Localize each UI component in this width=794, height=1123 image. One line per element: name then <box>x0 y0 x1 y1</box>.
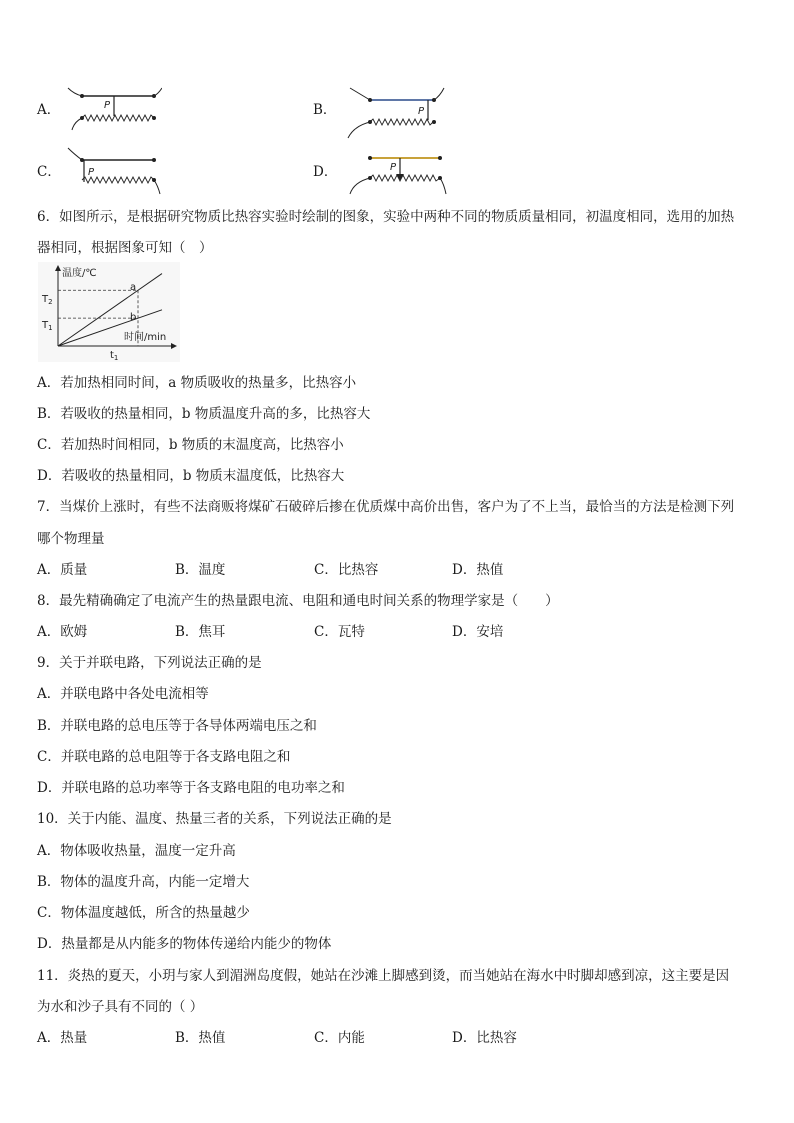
q7-option-b: B．温度 <box>175 562 226 578</box>
q11-stem-line1: 11．炎热的夏天，小玥与家人到湄洲岛度假，她站在沙滩上脚感到烫，而当她站在海水中时脚却感到凉，这主要是因 <box>37 968 730 984</box>
q5-option-d-label: D． <box>313 164 338 180</box>
q7-option-a: A．质量 <box>37 562 88 578</box>
q9-option-a: A．并联电路中各处电流相等 <box>37 686 209 702</box>
q6-option-b: B．若吸收的热量相同，b 物质温度升高的多，比热容大 <box>37 406 371 422</box>
q7-stem-line1: 7．当煤价上涨时，有些不法商贩将煤矿石破碎后掺在优质煤中高价出售，客户为了不上当，最恰当的方法是检测下列 <box>37 499 735 515</box>
q5-option-b-label: B． <box>313 102 337 118</box>
q10-option-a: A．物体吸收热量，温度一定升高 <box>37 843 236 859</box>
q10-option-c: C．物体温度越低，所含的热量越少 <box>37 905 250 921</box>
q8-option-a: A．欧姆 <box>37 624 88 640</box>
q8-option-c: C．瓦特 <box>314 624 365 640</box>
q8-option-d: D．安培 <box>452 624 504 640</box>
q5-figure-b <box>340 84 450 140</box>
chart-tick-t1-x: $t_1$ <box>110 350 119 362</box>
chart-series-a-label: a <box>130 282 137 293</box>
q10-stem: 10．关于内能、温度、热量三者的关系，下列说法正确的是 <box>37 811 392 827</box>
q9-option-d: D．并联电路的总功率等于各支路电阻的电功率之和 <box>37 780 345 796</box>
q5-option-c-label: C． <box>37 164 61 180</box>
chart-ylabel: 温度/℃ <box>62 268 97 279</box>
q5-figure-c <box>62 146 162 196</box>
q11-option-d: D．比热容 <box>452 1030 517 1046</box>
q5-figure-d <box>340 148 450 198</box>
q5-figure-b-slider-label: P <box>418 106 425 117</box>
q5-option-a-label: A． <box>37 102 61 118</box>
q9-stem: 9．关于并联电路，下列说法正确的是 <box>37 655 262 671</box>
q6-chart <box>38 262 180 362</box>
q5-figure-a-slider-label: P <box>104 100 111 111</box>
q8-stem: 8．最先精确确定了电流产生的热量跟电流、电阻和通电时间关系的物理学家是（ ） <box>37 593 559 609</box>
chart-series-b-label: b <box>130 312 137 323</box>
chart-tick-t1: $T_1$ <box>42 320 53 332</box>
q7-stem-line2: 哪个物理量 <box>37 531 105 547</box>
q10-option-b: B．物体的温度升高，内能一定增大 <box>37 874 250 890</box>
q11-option-c: C．内能 <box>314 1030 365 1046</box>
q6-stem-line1: 6．如图所示，是根据研究物质比热容实验时绘制的图象，实验中两种不同的物质质量相同，初温度相同，选用的加热 <box>37 209 735 225</box>
q5-figure-c-slider-label: P <box>88 167 95 178</box>
q11-option-b: B．热值 <box>175 1030 226 1046</box>
q11-option-a: A．热量 <box>37 1030 88 1046</box>
q6-stem-line2: 器相同，根据图象可知（ ） <box>37 240 213 256</box>
q8-option-b: B．焦耳 <box>175 624 226 640</box>
q10-option-d: D．热量都是从内能多的物体传递给内能少的物体 <box>37 936 332 952</box>
q6-option-a: A．若加热相同时间，a 物质吸收的热量多，比热容小 <box>37 375 357 391</box>
q5-figure-a <box>62 84 162 134</box>
q5-figure-d-slider-label: P <box>390 162 397 173</box>
q9-option-c: C．并联电路的总电阻等于各支路电阻之和 <box>37 749 291 765</box>
chart-xlabel: 时间/min <box>124 332 167 343</box>
q9-option-b: B．并联电路的总电压等于各导体两端电压之和 <box>37 718 317 734</box>
q11-stem-line2: 为水和沙子具有不同的（ ） <box>37 999 204 1015</box>
q6-option-c: C．若加热时间相同，b 物质的末温度高，比热容小 <box>37 437 344 453</box>
q7-option-d: D．热值 <box>452 562 504 578</box>
chart-tick-t2: $T_2$ <box>42 294 53 306</box>
q6-option-d: D．若吸收的热量相同，b 物质末温度低，比热容大 <box>37 468 345 484</box>
q7-option-c: C．比热容 <box>314 562 379 578</box>
